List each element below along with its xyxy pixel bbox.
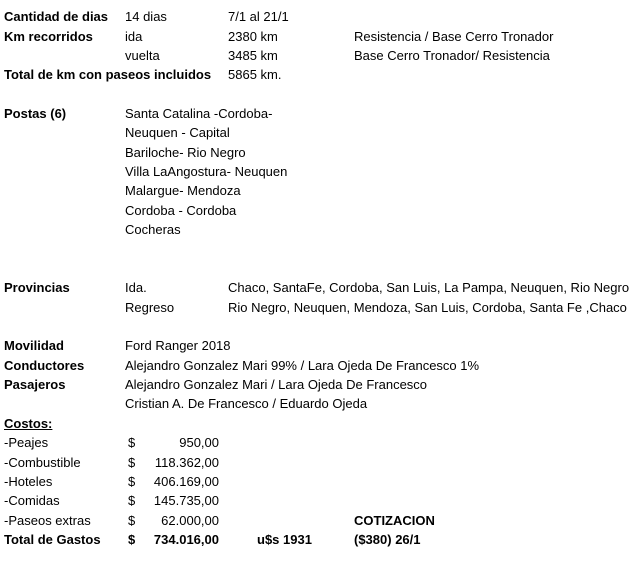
km-label: Km recorridos xyxy=(4,29,93,44)
vuelta-route: Base Cerro Tronador/ Resistencia xyxy=(354,48,550,63)
cotizacion-label: COTIZACION xyxy=(354,513,435,528)
days-label: Cantidad de dias xyxy=(4,9,109,24)
cost-row-amount: 145.735,00 xyxy=(153,493,219,508)
dates-value: 7/1 al 21/1 xyxy=(228,9,289,24)
currency-symbol: $ xyxy=(128,532,136,547)
cost-row-label: -Hoteles xyxy=(4,474,53,489)
currency-symbol: $ xyxy=(128,435,136,450)
posta-item: Neuquen - Capital xyxy=(125,125,230,140)
pasajeros-line-1: Alejandro Gonzalez Mari / Lara Ojeda De Francesco xyxy=(125,377,428,392)
postas-label: Postas (6) xyxy=(4,106,67,121)
costos-label: Costos: xyxy=(4,416,53,431)
provincias-regreso-label: Regreso xyxy=(125,300,175,315)
ida-label: ida xyxy=(125,29,143,44)
posta-item: Cordoba - Cordoba xyxy=(125,203,237,218)
posta-item: Santa Catalina -Cordoba- xyxy=(125,106,273,121)
cost-row-label: -Combustible xyxy=(4,455,81,470)
pasajeros-label: Pasajeros xyxy=(4,377,66,392)
cost-row-label: -Comidas xyxy=(4,493,60,508)
cost-row-amount: 62.000,00 xyxy=(161,513,219,528)
ida-km: 2380 km xyxy=(228,29,278,44)
currency-symbol: $ xyxy=(128,455,136,470)
movilidad-label: Movilidad xyxy=(4,338,64,353)
currency-symbol: $ xyxy=(128,493,136,508)
ida-route: Resistencia / Base Cerro Tronador xyxy=(354,29,554,44)
provincias-regreso-value: Rio Negro, Neuquen, Mendoza, San Luis, Cordoba, Santa Fe ,Chaco xyxy=(228,300,627,315)
cost-row-label: -Paseos extras xyxy=(4,513,91,528)
cost-row-label: -Peajes xyxy=(4,435,49,450)
posta-item: Malargue- Mendoza xyxy=(125,183,241,198)
provincias-ida-label: Ida. xyxy=(125,280,147,295)
currency-symbol: $ xyxy=(128,513,136,528)
total-km-value: 5865 km. xyxy=(228,67,282,82)
provincias-ida-value: Chaco, SantaFe, Cordoba, San Luis, La Pampa, Neuquen, Rio Negro xyxy=(228,280,630,295)
cost-row-amount: 950,00 xyxy=(179,435,219,450)
total-gastos-label: Total de Gastos xyxy=(4,532,101,547)
currency-symbol: $ xyxy=(128,474,136,489)
vuelta-label: vuelta xyxy=(125,48,160,63)
posta-item: Cocheras xyxy=(125,222,181,237)
vuelta-km: 3485 km xyxy=(228,48,278,63)
cost-row-amount: 118.362,00 xyxy=(154,455,219,470)
days-value: 14 dias xyxy=(125,9,167,24)
provincias-label: Provincias xyxy=(4,280,70,295)
movilidad-value: Ford Ranger 2018 xyxy=(125,338,231,353)
conductores-value: Alejandro Gonzalez Mari 99% / Lara Ojeda De Francesco 1% xyxy=(125,358,480,373)
total-usd: u$s 1931 xyxy=(257,532,312,547)
posta-item: Bariloche- Rio Negro xyxy=(125,145,246,160)
conductores-label: Conductores xyxy=(4,358,85,373)
posta-item: Villa LaAngostura- Neuquen xyxy=(125,164,288,179)
cost-row-amount: 406.169,00 xyxy=(153,474,219,489)
pasajeros-line-2: Cristian A. De Francesco / Eduardo Ojeda xyxy=(125,396,368,411)
total-km-label: Total de km con paseos incluidos xyxy=(4,67,212,82)
cotizacion-value: ($380) 26/1 xyxy=(354,532,421,547)
total-gastos-amount: 734.016,00 xyxy=(153,532,219,547)
